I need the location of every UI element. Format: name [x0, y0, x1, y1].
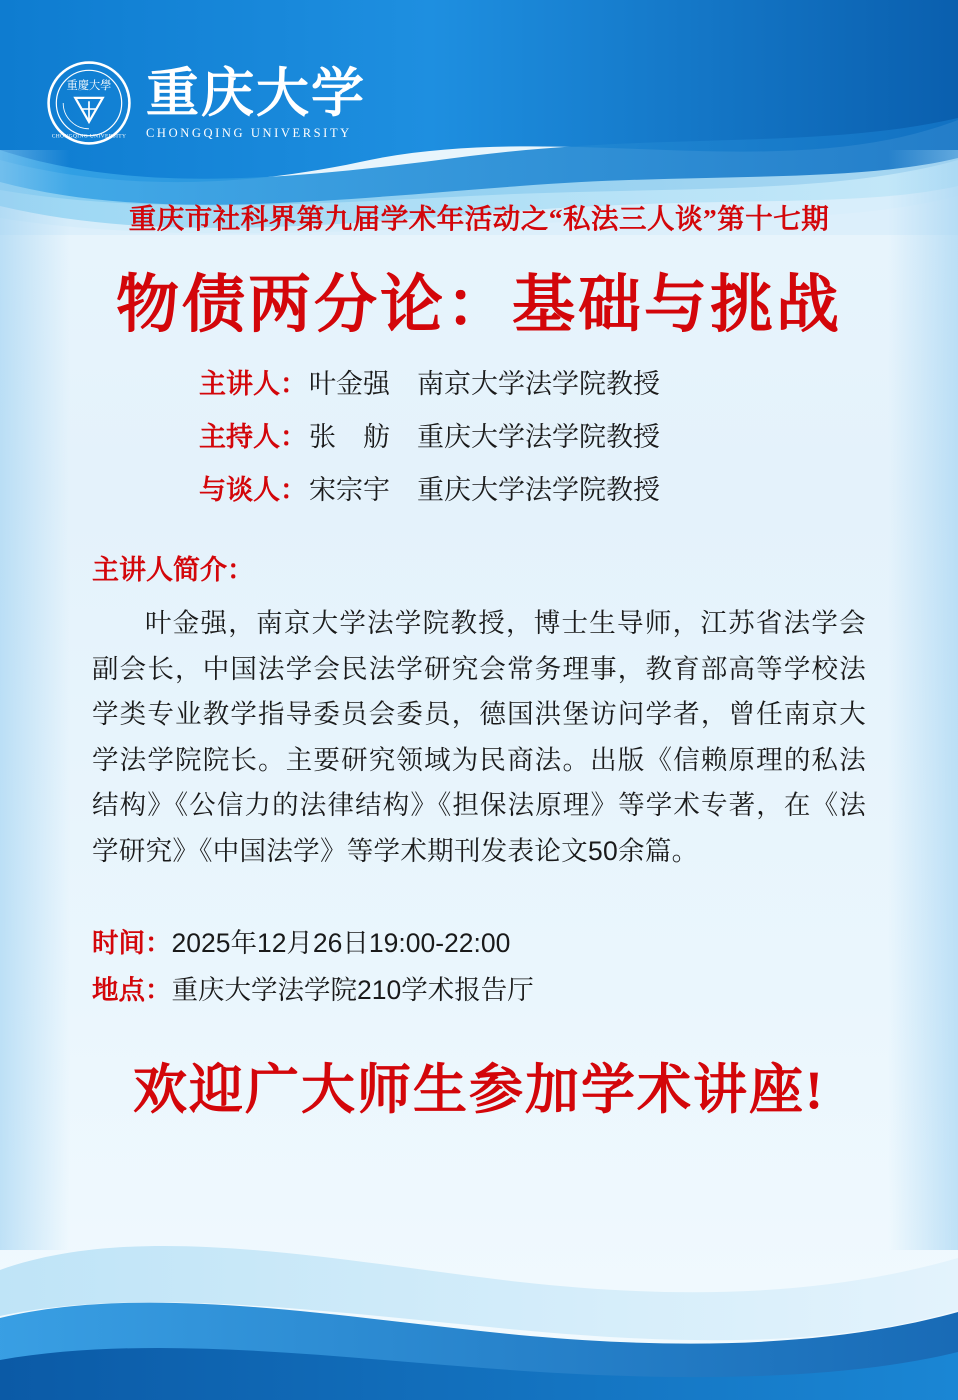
person-name-and-affiliation: 宋宗宇 重庆大学法学院教授: [309, 475, 660, 505]
welcome-slogan: 欢迎广大师生参加学术讲座!: [133, 1060, 825, 1121]
event-time-value: 2025年12月26日19:00-22:00: [171, 928, 511, 959]
speaker-bio-text: 叶金强，南京大学法学院教授，博士生导师，江苏省法学会副会长，中国法学会民法学研究会常务理事，教育部高等学校法学类专业教学指导委员会委员，德国洪堡访问学者，曾任南京大学法学院院长。主要研究领域为民商法。出版《信赖原理的私法结构》《公信力的法律结构》《担保法原理》等学术专著，在《法学研究》《中国法学》等学术期刊发表论文50余篇。: [92, 608, 866, 866]
svg-text:CHONGQING UNIVERSITY: CHONGQING UNIVERSITY: [51, 133, 127, 140]
person-role-label: 与谈人：: [199, 475, 307, 505]
event-location-label: 地点：: [92, 974, 172, 1005]
event-details: [92, 920, 958, 1013]
poster-content: [0, 196, 958, 1124]
university-seal-icon: [46, 60, 132, 146]
people-list: [199, 371, 759, 504]
person-role-label: 主持人：: [199, 422, 307, 452]
person-name-and-affiliation: 张 舫 重庆大学法学院教授: [309, 422, 660, 452]
event-time-label: 时间：: [92, 928, 172, 959]
speaker-bio-heading: 主讲人简介：: [92, 555, 254, 585]
person-role-label: 主讲人：: [199, 369, 307, 399]
university-name-en: CHONGQING UNIVERSITY: [146, 125, 352, 140]
person-row-host: [199, 424, 759, 451]
person-name-and-affiliation: 叶金强 南京大学法学院教授: [309, 369, 660, 399]
footer-wave-graphic: [0, 1200, 958, 1400]
event-series-subtitle: 重庆市社科界第九届学术年活动之“私法三人谈”第十七期: [128, 203, 830, 234]
event-location-value: 重庆大学法学院210学术报告厅: [171, 974, 534, 1005]
svg-text:重慶大學: 重慶大學: [66, 80, 112, 93]
event-time-row: [92, 920, 958, 966]
person-row-speaker: [199, 371, 759, 398]
university-logo: [46, 60, 366, 146]
lecture-title: 物债两分论：基础与挑战: [116, 270, 842, 340]
person-row-discussant: [199, 477, 759, 504]
event-location-row: [92, 967, 958, 1013]
university-name-cn: 重庆大学: [146, 64, 366, 123]
